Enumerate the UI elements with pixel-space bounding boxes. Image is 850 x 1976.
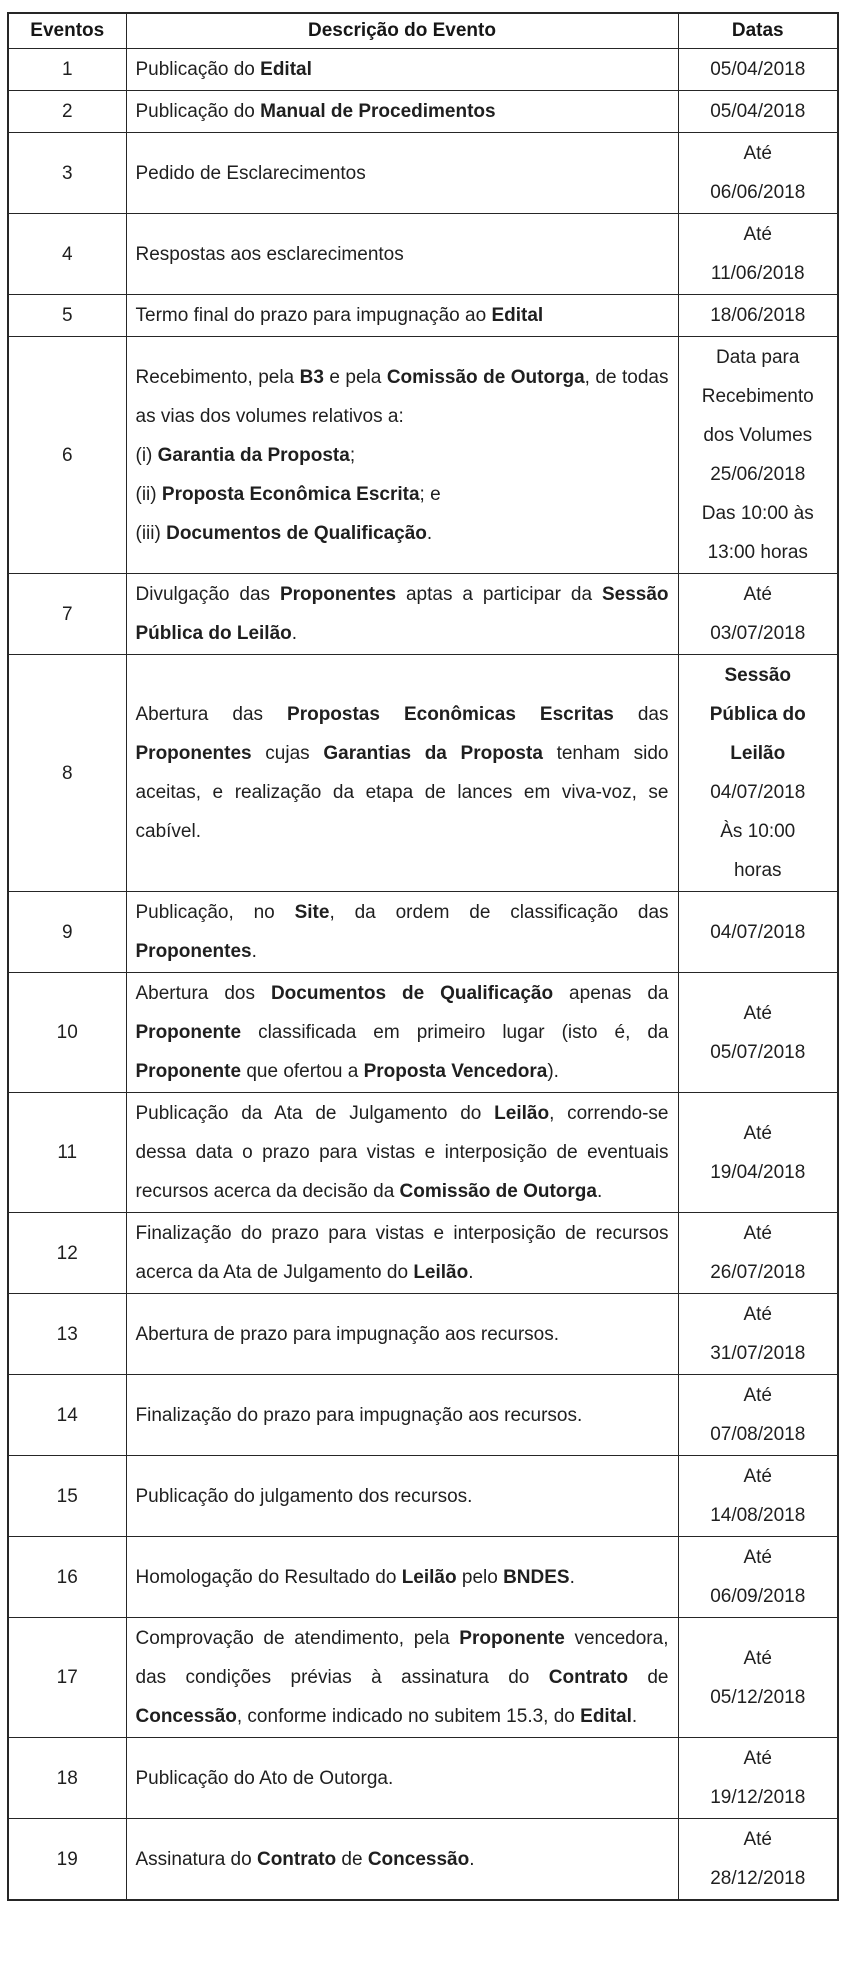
date-line — [683, 50, 834, 89]
description-paragraph — [136, 514, 669, 553]
event-description-cell — [126, 973, 678, 1093]
date-line — [683, 913, 834, 952]
bold-term: Edital — [580, 1706, 632, 1727]
event-number-cell: 1 — [8, 49, 126, 91]
bold-term: Contrato — [256, 1848, 337, 1870]
text-run: Até — [743, 1466, 773, 1487]
text-run: Publicação da Ata de Julgamento do — [135, 1103, 495, 1124]
bold-term: Garantias da Proposta — [323, 743, 543, 764]
table-row — [8, 91, 838, 133]
table-row — [8, 1738, 838, 1819]
event-dates-cell — [678, 49, 838, 91]
date-line — [683, 1334, 834, 1373]
text-run: Até — [743, 143, 773, 164]
bold-term: Site — [294, 902, 330, 923]
bold-term: Comissão de Outorga — [386, 366, 585, 388]
bold-term: Leilão — [494, 1103, 550, 1124]
text-run: . — [569, 1566, 575, 1588]
event-number-cell: 13 — [8, 1294, 126, 1375]
text-run: , conforme indicado no subitem 15.3, do — [236, 1706, 581, 1727]
description-paragraph — [136, 695, 669, 851]
bold-term: Proponente — [459, 1628, 565, 1649]
text-run: 26/07/2018 — [710, 1262, 806, 1283]
bold-term: Proposta Econômica Escrita — [161, 483, 420, 505]
date-line — [683, 614, 834, 653]
text-run: 04/07/2018 — [710, 921, 806, 943]
bold-term: Proponentes — [279, 584, 397, 605]
text-run: , correndo-se dessa data o prazo para vistas e interposição de eventuais recursos acerca da decisão da — [135, 1103, 669, 1202]
bold-term: Contrato — [548, 1667, 628, 1688]
event-dates-cell — [678, 91, 838, 133]
text-run: Até — [743, 584, 773, 605]
event-dates-cell — [678, 295, 838, 337]
event-number-cell: 3 — [8, 133, 126, 214]
bold-term: Proponentes — [135, 941, 252, 962]
text-run: , da ordem de classificação das — [329, 902, 669, 923]
text-run: . — [631, 1706, 638, 1727]
bold-term: Leilão — [401, 1566, 457, 1588]
date-line — [683, 92, 834, 131]
event-description-cell — [126, 1819, 678, 1901]
date-line — [683, 1678, 834, 1717]
text-run: Até — [743, 1002, 773, 1024]
event-dates-cell — [678, 1456, 838, 1537]
text-run: 05/04/2018 — [710, 101, 806, 122]
event-description-cell — [126, 133, 678, 214]
description-paragraph — [136, 1315, 669, 1354]
event-dates-cell — [678, 1618, 838, 1738]
bold-term: Comissão de Outorga — [399, 1181, 597, 1202]
description-paragraph — [136, 475, 669, 514]
text-run: Termo final do prazo para impugnação ao — [135, 305, 492, 326]
event-number-cell: 17 — [8, 1618, 126, 1738]
table-row — [8, 49, 838, 91]
date-line — [683, 455, 834, 494]
description-paragraph — [136, 235, 669, 274]
text-run: Das 10:00 às — [701, 503, 814, 524]
event-description-cell — [126, 49, 678, 91]
bold-term: Leilão — [730, 743, 786, 764]
date-line — [683, 1114, 834, 1153]
text-run: ; — [349, 444, 356, 466]
event-schedule-table — [7, 12, 839, 1901]
table-header — [8, 13, 838, 49]
text-run: ). — [547, 1061, 559, 1082]
bold-term: Manual de Procedimentos — [260, 101, 496, 122]
description-paragraph — [136, 154, 669, 193]
event-dates-cell — [678, 892, 838, 973]
table-row — [8, 1213, 838, 1294]
description-paragraph — [136, 436, 669, 475]
text-run: 04/07/2018 — [710, 782, 806, 803]
event-description-cell — [126, 1213, 678, 1294]
event-dates-cell — [678, 1375, 838, 1456]
text-run: . — [469, 1848, 475, 1870]
event-description-cell — [126, 214, 678, 295]
text-run: Divulgação das — [135, 584, 280, 605]
date-line — [683, 416, 834, 455]
text-run: pelo — [456, 1566, 504, 1588]
table-row — [8, 892, 838, 973]
event-description-cell — [126, 655, 678, 892]
date-line — [683, 1457, 834, 1496]
bold-term: Documentos de Qualificação — [166, 522, 427, 544]
date-line — [683, 695, 834, 734]
text-run: Abertura de prazo para impugnação aos recursos. — [135, 1323, 560, 1345]
text-run: Até — [743, 1385, 773, 1406]
text-run: Finalização do prazo para vistas e interposição de recursos acerca da Ata de Julgamento do — [135, 1223, 669, 1283]
text-run: . — [251, 941, 257, 962]
text-run: apenas da — [553, 983, 669, 1004]
date-line — [683, 994, 834, 1033]
table-row — [8, 1456, 838, 1537]
text-run: horas — [733, 860, 782, 881]
event-number-cell: 5 — [8, 295, 126, 337]
table-row — [8, 574, 838, 655]
text-run: Assinatura do — [135, 1848, 257, 1870]
event-dates-cell — [678, 574, 838, 655]
date-line — [683, 773, 834, 812]
date-line — [683, 338, 834, 377]
text-run: 31/07/2018 — [710, 1343, 806, 1364]
description-paragraph — [136, 92, 669, 131]
date-line — [683, 173, 834, 212]
event-description-cell — [126, 1618, 678, 1738]
event-number-cell: 18 — [8, 1738, 126, 1819]
table-row — [8, 133, 838, 214]
date-line — [683, 533, 834, 572]
event-number-cell: 10 — [8, 973, 126, 1093]
text-run: 05/07/2018 — [710, 1041, 806, 1063]
event-description-cell — [126, 1375, 678, 1456]
event-number-cell: 7 — [8, 574, 126, 655]
text-run: 13:00 horas — [707, 542, 808, 563]
table-row — [8, 1618, 838, 1738]
text-run: . — [468, 1262, 474, 1283]
bold-term: Sessão Pública do Leilão — [135, 584, 669, 644]
description-paragraph — [136, 296, 669, 335]
table-body — [8, 49, 838, 1901]
event-description-cell — [126, 91, 678, 133]
date-line — [683, 1214, 834, 1253]
header-events: Eventos — [8, 13, 126, 49]
event-dates-cell — [678, 1738, 838, 1819]
text-run: que ofertou a — [241, 1061, 364, 1082]
description-paragraph — [136, 1759, 669, 1798]
text-run: 28/12/2018 — [710, 1868, 806, 1889]
text-run: Respostas aos esclarecimentos — [135, 243, 404, 265]
text-run: Até — [743, 1748, 773, 1769]
text-run: Publicação, no — [135, 902, 295, 923]
text-run: Até — [743, 1829, 773, 1850]
bold-term: BNDES — [503, 1566, 570, 1588]
text-run: 14/08/2018 — [710, 1505, 806, 1526]
text-run: Publicação do julgamento dos recursos. — [135, 1485, 473, 1507]
bold-term: Pública do — [709, 704, 806, 725]
date-line — [683, 215, 834, 254]
event-dates-cell — [678, 214, 838, 295]
table-row — [8, 295, 838, 337]
text-run: cujas — [251, 743, 324, 764]
event-number-cell: 6 — [8, 337, 126, 574]
date-line — [683, 377, 834, 416]
bold-term: Leilão — [413, 1262, 469, 1283]
date-line — [683, 1538, 834, 1577]
text-run: Homologação do Resultado do — [135, 1566, 402, 1588]
event-description-cell — [126, 1294, 678, 1375]
text-run: Abertura dos — [135, 983, 271, 1004]
date-line — [683, 812, 834, 851]
event-dates-cell — [678, 337, 838, 574]
description-paragraph — [136, 893, 669, 971]
event-dates-cell — [678, 1819, 838, 1901]
table-row — [8, 1819, 838, 1901]
text-run: Recebimento — [701, 386, 814, 407]
bold-term: B3 — [299, 366, 324, 388]
description-paragraph — [136, 1214, 669, 1292]
event-description-cell — [126, 1738, 678, 1819]
description-paragraph — [136, 974, 669, 1091]
text-run: Data para — [716, 347, 800, 368]
text-run: Comprovação de atendimento, pela — [135, 1628, 460, 1649]
text-run: . — [426, 522, 433, 544]
description-paragraph — [136, 1558, 669, 1597]
bold-term: Propostas Econômicas Escritas — [287, 704, 614, 725]
bold-term: Sessão — [724, 665, 792, 686]
text-run: de — [627, 1667, 669, 1688]
text-run: ; e — [419, 483, 441, 505]
date-line — [683, 1739, 834, 1778]
date-line — [683, 1376, 834, 1415]
date-line — [683, 134, 834, 173]
text-run: aptas a participar da — [396, 584, 602, 605]
text-run: Finalização do prazo para impugnação aos recursos. — [135, 1404, 583, 1426]
text-run: Até — [743, 1547, 773, 1568]
text-run: classificada em primeiro lugar (isto é, da — [241, 1022, 669, 1043]
text-run: Publicação do Ato de Outorga. — [135, 1767, 394, 1789]
text-run: 06/09/2018 — [710, 1586, 806, 1607]
description-paragraph — [136, 1840, 669, 1879]
text-run: 06/06/2018 — [710, 182, 806, 203]
description-paragraph — [136, 1094, 669, 1211]
date-line — [683, 734, 834, 773]
event-number-cell: 9 — [8, 892, 126, 973]
event-number-cell: 12 — [8, 1213, 126, 1294]
date-line — [683, 1033, 834, 1072]
text-run: de — [336, 1848, 368, 1870]
date-line — [683, 575, 834, 614]
event-dates-cell — [678, 973, 838, 1093]
date-line — [683, 1778, 834, 1817]
description-paragraph — [136, 50, 669, 89]
event-number-cell: 8 — [8, 655, 126, 892]
header-description: Descrição do Evento — [126, 13, 678, 49]
description-paragraph — [136, 1619, 669, 1736]
text-run: vencedora, das condições prévias à assinatura do — [135, 1628, 669, 1688]
event-number-cell: 14 — [8, 1375, 126, 1456]
table-row — [8, 655, 838, 892]
text-run: Até — [743, 224, 773, 245]
event-description-cell — [126, 1537, 678, 1618]
description-paragraph — [136, 575, 669, 653]
event-dates-cell — [678, 1537, 838, 1618]
event-dates-cell — [678, 1093, 838, 1213]
table-row — [8, 973, 838, 1093]
text-run: Às 10:00 — [720, 821, 796, 842]
event-description-cell — [126, 1456, 678, 1537]
text-run: (iii) — [135, 522, 167, 544]
table-row — [8, 1375, 838, 1456]
date-line — [683, 254, 834, 293]
text-run: Recebimento, pela — [135, 366, 300, 388]
date-line — [683, 1153, 834, 1192]
table-row — [8, 1537, 838, 1618]
date-line — [683, 1577, 834, 1616]
header-row — [8, 13, 838, 49]
text-run: (ii) — [135, 483, 162, 505]
text-run: 05/12/2018 — [710, 1686, 806, 1708]
text-run: 25/06/2018 — [710, 464, 806, 485]
date-line — [683, 1253, 834, 1292]
text-run: Até — [743, 1223, 773, 1244]
text-run: tenham sido aceitas, e realização da etapa de lances em viva-voz, se cabível. — [135, 743, 669, 842]
text-run: , de todas as vias dos volumes relativos a: — [135, 366, 669, 427]
date-line — [683, 494, 834, 533]
table-row — [8, 1093, 838, 1213]
date-line — [683, 1295, 834, 1334]
event-number-cell: 2 — [8, 91, 126, 133]
header-dates: Datas — [678, 13, 838, 49]
text-run: Publicação do — [135, 101, 261, 122]
date-line — [683, 1859, 834, 1898]
text-run: 11/06/2018 — [710, 263, 805, 284]
date-line — [683, 296, 834, 335]
text-run: Até — [743, 1647, 773, 1669]
event-description-cell — [126, 295, 678, 337]
text-run: 05/04/2018 — [710, 59, 806, 80]
table-row — [8, 1294, 838, 1375]
bold-term: Garantia da Proposta — [157, 444, 350, 466]
text-run: Até — [743, 1122, 773, 1144]
text-run: 19/04/2018 — [710, 1161, 806, 1183]
text-run: e pela — [323, 366, 387, 388]
event-number-cell: 19 — [8, 1819, 126, 1901]
text-run: 07/08/2018 — [710, 1424, 806, 1445]
bold-term: Proponente — [135, 1022, 242, 1043]
bold-term: Proponentes — [135, 743, 252, 764]
event-number-cell: 11 — [8, 1093, 126, 1213]
event-dates-cell — [678, 1294, 838, 1375]
bold-term: Proposta Vencedora — [363, 1061, 548, 1082]
date-line — [683, 1496, 834, 1535]
event-dates-cell — [678, 655, 838, 892]
date-line — [683, 851, 834, 890]
bold-term: Documentos de Qualificação — [270, 983, 554, 1004]
event-number-cell: 16 — [8, 1537, 126, 1618]
date-line — [683, 656, 834, 695]
text-run: 18/06/2018 — [710, 305, 806, 326]
event-description-cell — [126, 1093, 678, 1213]
description-paragraph — [136, 1477, 669, 1516]
event-dates-cell — [678, 133, 838, 214]
description-paragraph — [136, 358, 669, 436]
text-run: . — [291, 623, 298, 644]
text-run: . — [596, 1181, 603, 1202]
text-run: Abertura das — [135, 704, 288, 725]
text-run: Publicação do — [135, 59, 261, 80]
event-description-cell — [126, 892, 678, 973]
text-run: (i) — [135, 444, 158, 466]
description-paragraph — [136, 1396, 669, 1435]
bold-term: Concessão — [367, 1848, 470, 1870]
event-dates-cell — [678, 1213, 838, 1294]
table-row — [8, 214, 838, 295]
text-run: das — [613, 704, 669, 725]
text-run: Pedido de Esclarecimentos — [135, 162, 366, 184]
event-description-cell — [126, 337, 678, 574]
date-line — [683, 1820, 834, 1859]
bold-term: Edital — [491, 305, 544, 326]
date-line — [683, 1415, 834, 1454]
text-run: Até — [743, 1304, 773, 1325]
bold-term: Concessão — [135, 1706, 237, 1727]
date-line — [683, 1639, 834, 1678]
event-description-cell — [126, 574, 678, 655]
event-number-cell: 15 — [8, 1456, 126, 1537]
bold-term: Edital — [260, 59, 312, 80]
event-number-cell: 4 — [8, 214, 126, 295]
bold-term: Proponente — [135, 1061, 242, 1082]
text-run: dos Volumes — [703, 425, 813, 446]
text-run: 03/07/2018 — [710, 623, 806, 644]
table-row — [8, 337, 838, 574]
text-run: 19/12/2018 — [710, 1787, 806, 1808]
